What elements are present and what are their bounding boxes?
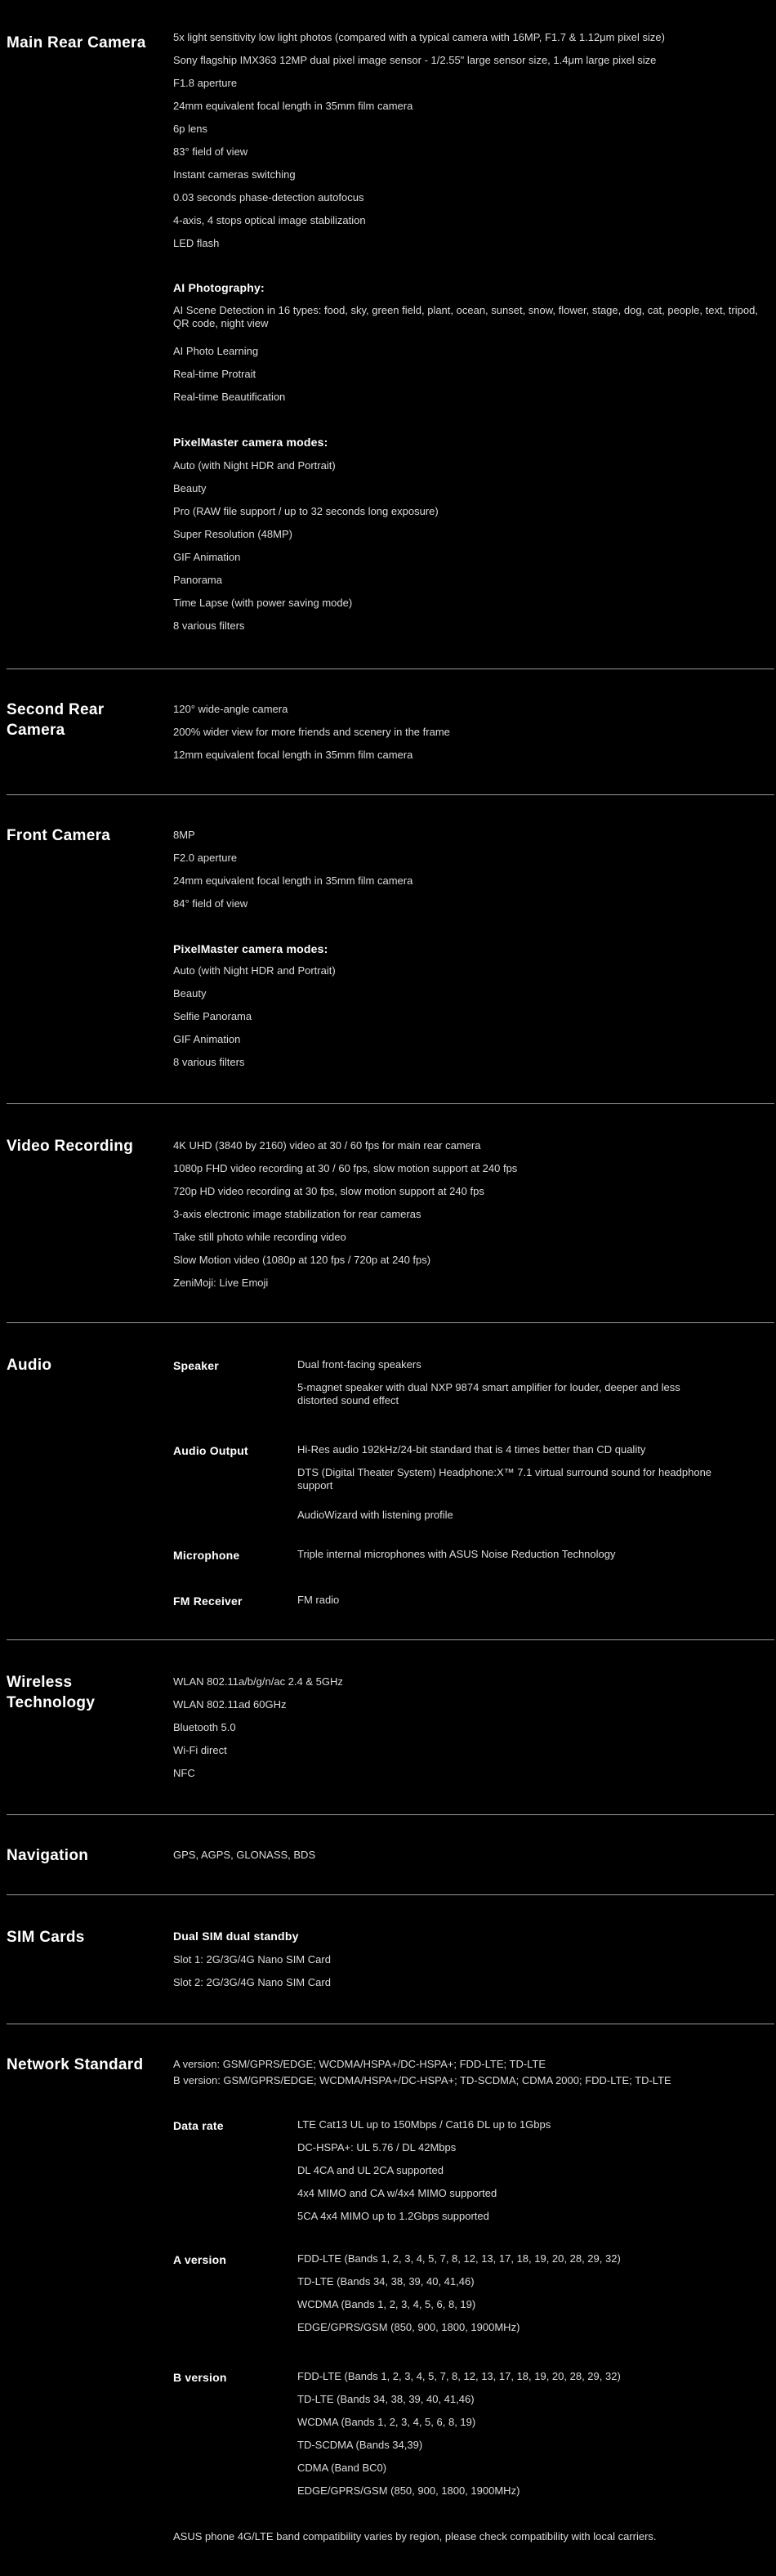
spec-line: Bluetooth 5.0 <box>173 1721 236 1733</box>
spec-line: FDD-LTE (Bands 1, 2, 3, 4, 5, 7, 8, 12, 13, 17, 18, 19, 20, 28, 29, 32) <box>297 2370 621 2382</box>
spec-line: Beauty <box>173 482 207 494</box>
spec-line: TD-LTE (Bands 34, 38, 39, 40, 41,46) <box>297 2393 475 2405</box>
spec-line: Time Lapse (with power saving mode) <box>173 597 353 609</box>
spec-line: AudioWizard with listening profile <box>297 1509 453 1521</box>
spec-line: CDMA (Band BC0) <box>297 2462 387 2474</box>
spec-line: 84° field of view <box>173 897 248 910</box>
audio-group-label: Audio Output <box>173 1444 248 1457</box>
spec-line: Selfie Panorama <box>173 1010 252 1022</box>
spec-line: Real-time Beautification <box>173 391 286 403</box>
spec-line: 200% wider view for more friends and scenery in the frame <box>173 726 450 738</box>
spec-line: 8 various filters <box>173 619 245 632</box>
section-divider <box>7 1322 774 1323</box>
spec-line: NFC <box>173 1767 195 1779</box>
spec-line: B version: GSM/GPRS/EDGE; WCDMA/HSPA+/DC-HSPA+; TD-SCDMA; CDMA 2000; FDD-LTE; TD-LTE <box>173 2074 671 2086</box>
spec-line: Super Resolution (48MP) <box>173 528 292 540</box>
section-title: Navigation <box>7 1847 89 1864</box>
section-divider <box>7 1639 774 1640</box>
spec-line: 120° wide-angle camera <box>173 703 288 715</box>
spec-line: Auto (with Night HDR and Portrait) <box>173 964 336 977</box>
spec-line: WCDMA (Bands 1, 2, 3, 4, 5, 6, 8, 19) <box>297 2416 476 2428</box>
spec-line: F1.8 aperture <box>173 77 238 89</box>
spec-line: GPS, AGPS, GLONASS, BDS <box>173 1849 316 1861</box>
spec-line: WLAN 802.11a/b/g/n/ac 2.4 & 5GHz <box>173 1675 343 1688</box>
spec-line: 5-magnet speaker with dual NXP 9874 smart amplifier for louder, deeper and less distorted sound effect <box>297 1381 680 1407</box>
spec-line: 8MP <box>173 829 195 841</box>
section-divider <box>7 794 774 795</box>
spec-line: Panorama <box>173 574 222 586</box>
section-title: SIM Cards <box>7 1929 85 1946</box>
spec-line: DL 4CA and UL 2CA supported <box>297 2164 444 2176</box>
spec-line: TD-LTE (Bands 34, 38, 39, 40, 41,46) <box>297 2275 475 2288</box>
section-title: Audio <box>7 1357 52 1374</box>
section-title: Second Rear Camera <box>7 701 105 739</box>
section-divider <box>7 1814 774 1815</box>
spec-line: GIF Animation <box>173 551 241 563</box>
spec-line: 4x4 MIMO and CA w/4x4 MIMO supported <box>297 2187 497 2199</box>
spec-line: 4-axis, 4 stops optical image stabilization <box>173 214 366 226</box>
camera-modes-heading: PixelMaster camera modes: <box>173 942 328 955</box>
spec-line: DC-HSPA+: UL 5.76 / DL 42Mbps <box>297 2141 457 2153</box>
spec-line: Pro (RAW file support / up to 32 seconds long exposure) <box>173 505 439 517</box>
spec-line: AI Photo Learning <box>173 345 259 357</box>
spec-line: 24mm equivalent focal length in 35mm film camera <box>173 100 413 112</box>
camera-modes-heading: PixelMaster camera modes: <box>173 436 328 449</box>
spec-line: WLAN 802.11ad 60GHz <box>173 1698 287 1711</box>
spec-line: 8 various filters <box>173 1056 245 1068</box>
spec-line: Take still photo while recording video <box>173 1231 346 1243</box>
network-group-label: Data rate <box>173 2119 224 2132</box>
network-note: ASUS phone 4G/LTE band compatibility varies by region, please check compatibility with local carriers. <box>173 2530 657 2542</box>
spec-line: Slot 2: 2G/3G/4G Nano SIM Card <box>173 1976 331 1988</box>
spec-line: Triple internal microphones with ASUS Noise Reduction Technology <box>297 1548 616 1560</box>
spec-line: LTE Cat13 UL up to 150Mbps / Cat16 DL up to 1Gbps <box>297 2118 551 2131</box>
spec-line: EDGE/GPRS/GSM (850, 900, 1800, 1900MHz) <box>297 2321 520 2333</box>
spec-line: Slow Motion video (1080p at 120 fps / 720p at 240 fps) <box>173 1254 431 1266</box>
section-divider <box>7 1103 774 1104</box>
spec-line: WCDMA (Bands 1, 2, 3, 4, 5, 6, 8, 19) <box>297 2298 476 2310</box>
section-title: Wireless Technology <box>7 1674 96 1711</box>
spec-line: Sony flagship IMX363 12MP dual pixel image sensor - 1/2.55" large sensor size, 1.4μm large pixel size <box>173 54 657 66</box>
audio-group-label: FM Receiver <box>173 1594 243 1608</box>
spec-line: 83° field of view <box>173 145 248 158</box>
section-title: Front Camera <box>7 827 111 844</box>
spec-line: 6p lens <box>173 123 207 135</box>
spec-line: EDGE/GPRS/GSM (850, 900, 1800, 1900MHz) <box>297 2484 520 2497</box>
spec-line: DTS (Digital Theater System) Headphone:X™ 7.1 virtual surround sound for headphone support <box>297 1466 712 1491</box>
audio-group-label: Microphone <box>173 1549 240 1562</box>
network-group-label: A version <box>173 2253 227 2266</box>
spec-line: FDD-LTE (Bands 1, 2, 3, 4, 5, 7, 8, 12, 13, 17, 18, 19, 20, 28, 29, 32) <box>297 2252 621 2265</box>
audio-group-label: Speaker <box>173 1359 219 1372</box>
spec-line: Instant cameras switching <box>173 168 296 181</box>
spec-line: 0.03 seconds phase-detection autofocus <box>173 191 364 203</box>
spec-line: 720p HD video recording at 30 fps, slow motion support at 240 fps <box>173 1185 484 1197</box>
spec-line: Real-time Protrait <box>173 368 256 380</box>
sim-subheading: Dual SIM dual standby <box>173 1930 299 1943</box>
spec-line: Wi-Fi direct <box>173 1744 227 1756</box>
spec-line: TD-SCDMA (Bands 34,39) <box>297 2439 423 2451</box>
spec-line: 24mm equivalent focal length in 35mm film camera <box>173 874 413 887</box>
spec-line: LED flash <box>173 237 220 249</box>
spec-line: A version: GSM/GPRS/EDGE; WCDMA/HSPA+/DC-HSPA+; FDD-LTE; TD-LTE <box>173 2058 546 2070</box>
spec-line: Auto (with Night HDR and Portrait) <box>173 459 336 472</box>
spec-line: 12mm equivalent focal length in 35mm film camera <box>173 749 413 761</box>
ai-photography-heading: AI Photography: <box>173 281 265 294</box>
section-divider <box>7 1894 774 1895</box>
spec-line: F2.0 aperture <box>173 852 238 864</box>
spec-line: 5x light sensitivity low light photos (compared with a typical camera with 16MP, F1.7 & 1.12μm pixel size) <box>173 31 665 43</box>
section-title: Main Rear Camera <box>7 34 146 51</box>
spec-line: AI Scene Detection in 16 types: food, sky, green field, plant, ocean, sunset, snow, flower, stage, dog, cat, people, text, tripod, QR code, night view <box>173 304 758 329</box>
spec-line: Hi-Res audio 192kHz/24-bit standard that is 4 times better than CD quality <box>297 1443 646 1456</box>
spec-line: Slot 1: 2G/3G/4G Nano SIM Card <box>173 1953 331 1966</box>
spec-line: Beauty <box>173 987 207 1000</box>
spec-line: Dual front-facing speakers <box>297 1358 421 1371</box>
spec-line: 3-axis electronic image stabilization for rear cameras <box>173 1208 421 1220</box>
network-group-label: B version <box>173 2371 227 2384</box>
section-title: Video Recording <box>7 1138 134 1155</box>
spec-line: 5CA 4x4 MIMO up to 1.2Gbps supported <box>297 2210 489 2222</box>
spec-line: 1080p FHD video recording at 30 / 60 fps, slow motion support at 240 fps <box>173 1162 518 1174</box>
section-title: Network Standard <box>7 2056 144 2073</box>
spec-line: ZeniMoji: Live Emoji <box>173 1277 269 1289</box>
spec-line: FM radio <box>297 1594 340 1606</box>
spec-line: 4K UHD (3840 by 2160) video at 30 / 60 fps for main rear camera <box>173 1139 481 1152</box>
spec-line: GIF Animation <box>173 1033 241 1045</box>
